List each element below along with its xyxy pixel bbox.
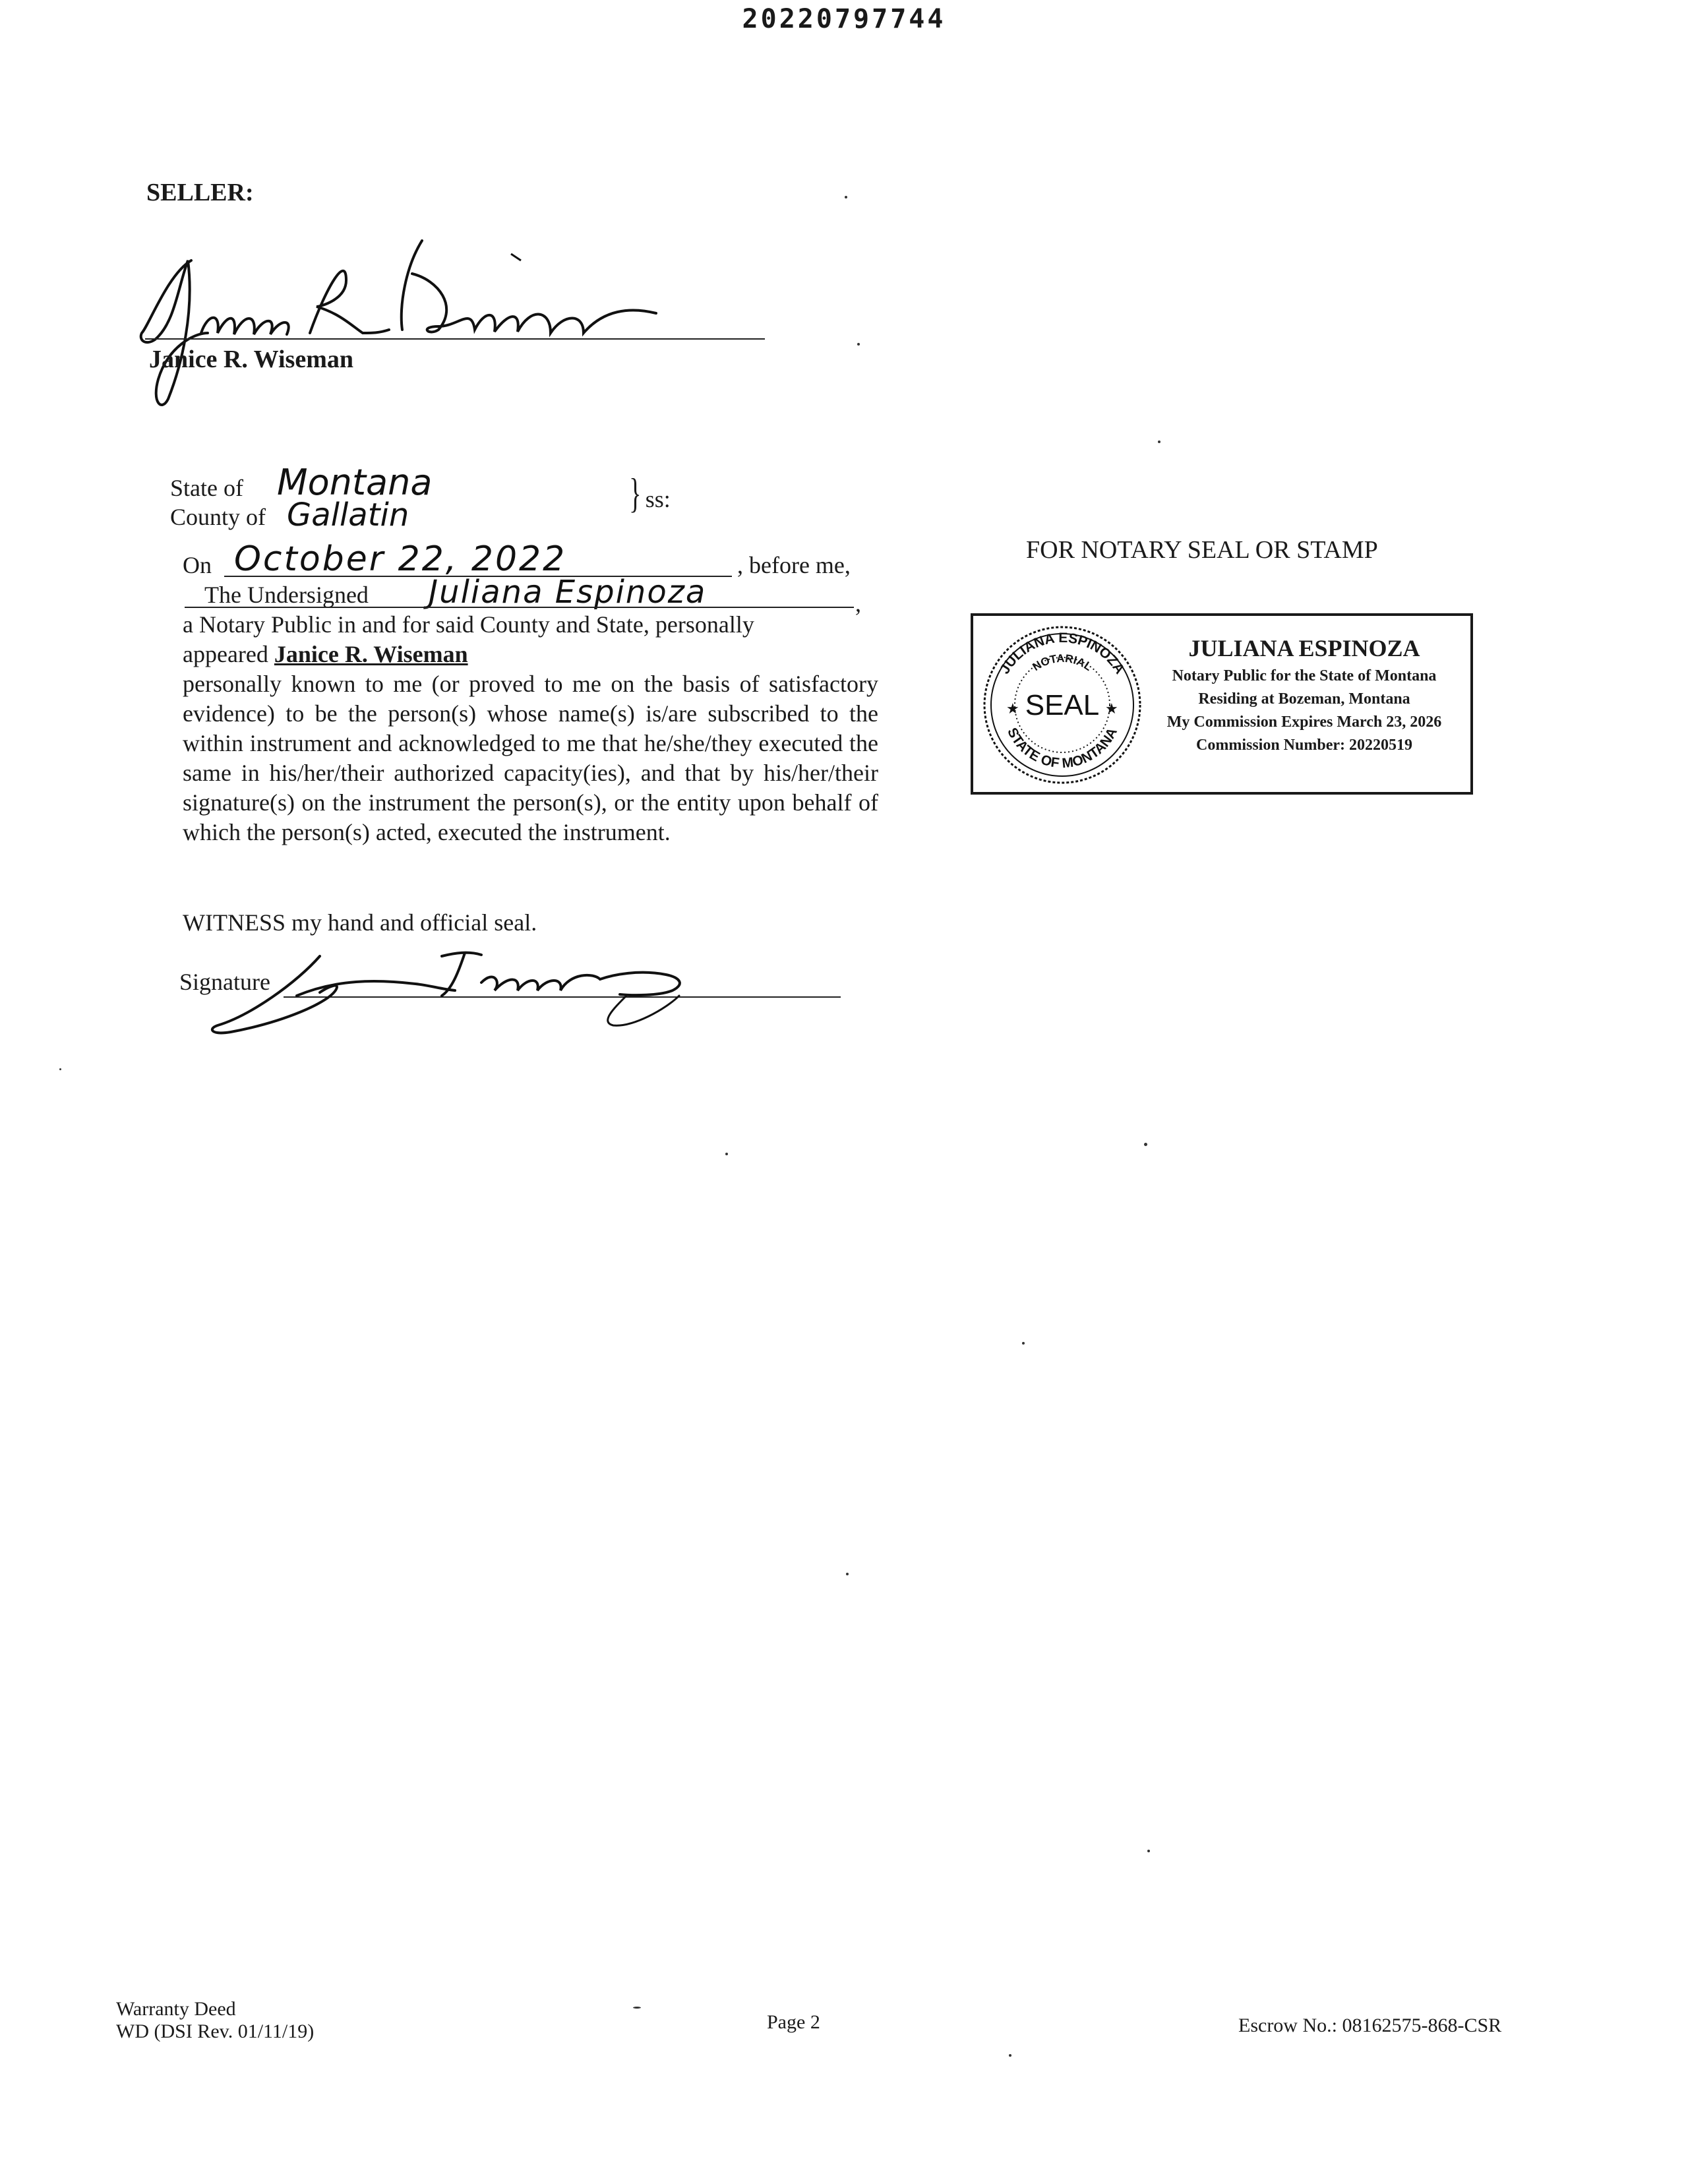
stamp-line-1: Notary Public for the State of Montana (1172, 667, 1437, 684)
notary-signature (204, 943, 732, 1042)
seal-ring-bottom: STATE OF MONTANA (1004, 725, 1121, 772)
footer-escrow-number: Escrow No.: 08162575-868-CSR (1238, 2015, 1502, 2036)
witness-text: WITNESS my hand and official seal. (183, 909, 537, 936)
county-label: County of (170, 504, 266, 530)
seal-heading: FOR NOTARY SEAL OR STAMP (1026, 536, 1378, 564)
notarial-seal-icon (980, 622, 1145, 787)
stamp-line-4: Commission Number: 20220519 (1196, 737, 1412, 754)
state-handwritten: Montana (277, 462, 433, 503)
footer-form-rev: WD (DSI Rev. 01/11/19) (116, 2020, 315, 2042)
undersigned-label: The Undersigned (204, 582, 369, 608)
footer-form-title: Warranty Deed (116, 1998, 236, 2020)
svg-text:★: ★ (1105, 701, 1118, 717)
appeared-label: appeared (183, 641, 268, 667)
seller-name: Janice R. Wiseman (149, 346, 353, 373)
ss-label: ss: (645, 486, 671, 512)
appeared-line (183, 640, 878, 669)
notary-stamp (971, 613, 1473, 795)
footer-form-info (116, 1998, 314, 2043)
county-handwritten: Gallatin (287, 497, 409, 533)
seller-signature (129, 234, 696, 412)
stamp-text-block (1146, 632, 1462, 757)
scan-speck (633, 2007, 641, 2009)
scan-speck (59, 1068, 61, 1070)
scan-speck (1009, 2054, 1011, 2057)
undersigned-line (185, 607, 854, 608)
footer-page-number: Page 2 (767, 2011, 820, 2033)
scan-speck (725, 1153, 728, 1155)
stamp-line-3: My Commission Expires March 23, 2026 (1166, 713, 1442, 731)
scan-speck (1144, 1143, 1147, 1146)
notary-name-handwritten: Juliana Espinoza (429, 574, 707, 611)
body-paragraph: personally known to me (or proved to me on the basis of satisfactory evidence) to be the person(s) whose name(s) is/are subscribed to the within instrument and acknowledged to me that he/she/they executed the same in his/her/their authorized capacity(ies), and that by his/her/their signature(s) on the instrument the person(s), or the entity upon behalf of which the person(s) acted, executed the instrument. (183, 671, 878, 845)
seller-signature-line (145, 338, 765, 340)
brace: } (629, 470, 642, 516)
ss-venue (625, 470, 671, 516)
svg-text:STATE OF MONTANA (1004, 725, 1120, 771)
scan-speck (846, 1573, 849, 1575)
body-line-1: a Notary Public in and for said County and State, personally (183, 611, 754, 638)
acknowledgment-body (183, 610, 878, 847)
scan-speck (1158, 440, 1160, 443)
appeared-name: Janice R. Wiseman (274, 641, 468, 667)
stamp-notary-name: JULIANA ESPINOZA (1188, 635, 1420, 661)
before-me-label: , before me, (737, 552, 851, 578)
seal-ring-inner: NOTARIAL (1030, 652, 1095, 674)
seal-center: SEAL (1025, 689, 1100, 721)
seal-ring-top: JULIANA ESPINOZA (997, 630, 1128, 677)
seller-label: SELLER: (146, 179, 254, 206)
state-label: State of (170, 475, 243, 501)
scan-speck (845, 196, 847, 198)
scan-speck (1147, 1850, 1150, 1852)
svg-text:NOTARIAL (1030, 652, 1094, 673)
stamp-line-2: Residing at Bozeman, Montana (1198, 690, 1410, 708)
signature-label: Signature (179, 969, 270, 995)
record-number: 20220797744 (742, 4, 946, 34)
on-label: On (183, 552, 212, 578)
scan-speck (1022, 1342, 1025, 1345)
svg-text:★: ★ (1006, 701, 1019, 717)
undersigned-comma: , (855, 590, 861, 617)
date-handwritten: October 22, 2022 (234, 539, 567, 579)
scan-speck (857, 343, 860, 346)
